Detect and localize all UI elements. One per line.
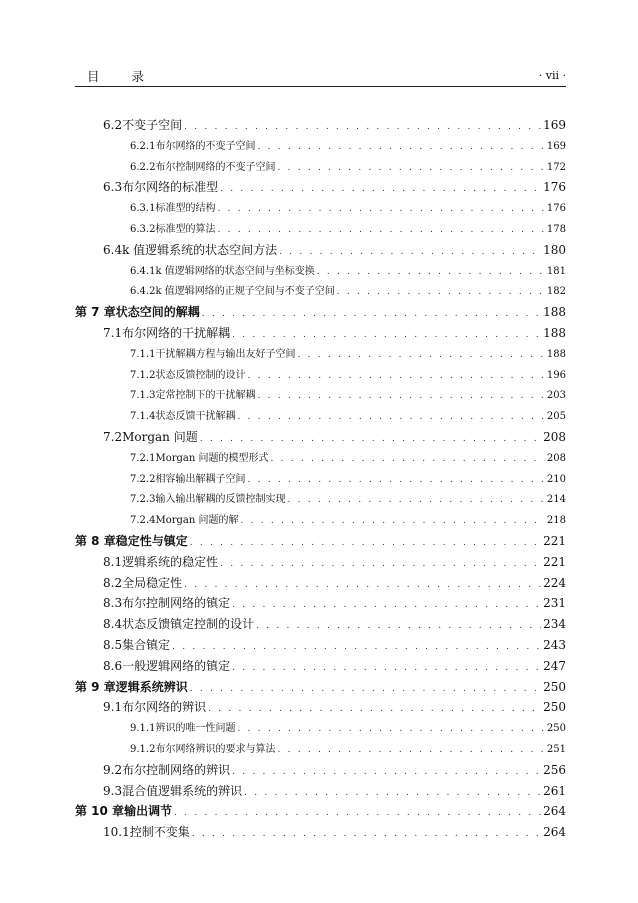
dot-leader — [202, 309, 541, 319]
toc-entry-number: 9.1 — [103, 700, 123, 715]
toc-entry-label: 集合镇定 — [122, 638, 171, 652]
dot-leader — [244, 788, 541, 798]
toc-entry-label: 输入输出解耦的反馈控制实现 — [155, 494, 286, 506]
toc-entry-page: 218 — [546, 515, 566, 527]
dot-leader — [232, 767, 541, 777]
dot-leader — [257, 142, 544, 152]
toc-entry-page: 188 — [543, 326, 566, 340]
toc-entry-chapter[interactable] — [75, 678, 566, 695]
toc-entry-number: 8.5 — [103, 638, 123, 652]
header-page-number: · vii · — [538, 69, 566, 82]
toc-entry-page: 188 — [546, 348, 566, 360]
toc-entry-label: 全局稳定性 — [122, 575, 183, 590]
dot-leader — [247, 475, 544, 485]
dot-leader — [237, 724, 544, 734]
toc-entry-page: 214 — [546, 494, 566, 506]
toc-entry-page: 181 — [546, 265, 566, 277]
toc-entry-page: 176 — [543, 180, 566, 195]
toc-entry-page: 180 — [543, 242, 566, 257]
dot-leader — [257, 391, 544, 401]
toc-entry-label: 标准型的结构 — [155, 203, 216, 215]
toc-entry-label: 干扰解耦方程与输出友好子空间 — [155, 348, 296, 360]
dot-leader — [217, 225, 544, 235]
dot-leader — [208, 704, 541, 714]
toc-entry-sub[interactable] — [130, 158, 566, 173]
toc-entry-number: 8.4 — [103, 617, 123, 632]
toc-entry-page: 169 — [543, 118, 566, 132]
toc-entry-number: 7.1.1 — [130, 348, 156, 360]
dot-leader — [232, 600, 541, 610]
toc-entry-label: 布尔网络辨识的要求与算法 — [155, 744, 276, 755]
toc-entry-page: 172 — [546, 161, 566, 173]
toc-entry-page: 247 — [543, 658, 566, 673]
toc-entry-number: 9.1.2 — [130, 744, 156, 755]
toc-entry-number: 7.1 — [103, 326, 123, 340]
dot-leader — [232, 330, 541, 340]
toc-entry-page: 250 — [543, 700, 566, 715]
toc-entry-section[interactable] — [103, 823, 566, 840]
toc-entry-section[interactable] — [103, 615, 566, 632]
dot-leader — [337, 287, 545, 297]
toc-entry-section[interactable] — [103, 241, 566, 258]
toc-entry-label: 布尔控制网络的不变子空间 — [155, 161, 276, 173]
dot-leader — [287, 495, 544, 505]
toc-entry-sub[interactable] — [130, 199, 566, 214]
dot-leader — [232, 663, 541, 673]
toc-entry-number: 第 8 章 — [75, 534, 116, 548]
toc-entry-label: 布尔控制网络的镇定 — [122, 596, 231, 611]
toc-entry-page: 256 — [543, 762, 566, 777]
running-header — [75, 64, 566, 87]
toc-entry-section[interactable] — [103, 698, 566, 715]
toc-entry-number: 7.1.4 — [130, 411, 156, 423]
toc-entry-number: 7.2.4 — [130, 515, 156, 527]
toc-entry-sub[interactable] — [130, 449, 566, 464]
toc-entry-number: 6.2.2 — [130, 161, 156, 173]
toc-entry-label: 混合值逻辑系统的辨识 — [122, 783, 243, 798]
toc-entry-label: k 值逻辑网络的状态空间与坐标变换 — [155, 265, 315, 277]
dot-leader — [237, 412, 544, 422]
toc-entry-label: 定常控制下的干扰解耦 — [155, 390, 256, 402]
toc-entry-number: 6.2.1 — [130, 140, 156, 152]
toc-entry-section[interactable] — [103, 116, 566, 133]
toc-entry-page: 208 — [546, 452, 566, 464]
toc-entry-number: 6.4.1 — [130, 265, 156, 277]
toc-entry-page: 205 — [546, 411, 566, 423]
toc-entry-page: 208 — [543, 430, 566, 444]
toc-entry-section[interactable] — [103, 761, 566, 778]
toc-entry-page: 196 — [546, 369, 566, 381]
toc-entry-chapter[interactable] — [75, 532, 566, 549]
toc-entry-label: 状态空间的解耦 — [115, 305, 200, 320]
toc-entry-label: 控制不变集 — [129, 825, 190, 840]
dot-leader — [220, 184, 541, 194]
toc-entry-number: 6.3 — [103, 180, 123, 195]
dot-leader — [190, 684, 541, 694]
dot-leader — [247, 371, 544, 381]
dot-leader — [217, 204, 544, 214]
toc-entry-page: 169 — [546, 140, 566, 152]
toc-entry-sub[interactable] — [130, 490, 566, 505]
toc-entry-page: 250 — [546, 723, 566, 735]
toc-entry-page: 203 — [546, 390, 566, 402]
toc-entry-number: 第 7 章 — [75, 305, 116, 320]
toc-entry-label: 布尔网络的干扰解耦 — [122, 326, 231, 340]
toc-entry-number: 第 10 章 — [75, 804, 125, 819]
toc-entry-page: 176 — [546, 203, 566, 215]
toc-entry-sub[interactable] — [130, 511, 566, 526]
dot-leader — [172, 642, 541, 652]
toc-entry-page: 264 — [543, 825, 566, 840]
toc-entry-number: 9.1.1 — [130, 723, 156, 735]
toc-entry-sub[interactable] — [130, 470, 566, 485]
toc-entry-label: 标准型的算法 — [155, 224, 216, 235]
toc-entry-page: 231 — [543, 596, 566, 611]
toc-entry-label: 布尔控制网络的辨识 — [122, 762, 231, 777]
toc-entry-page: 210 — [546, 473, 566, 485]
toc-entry-number: 6.4.2 — [130, 286, 156, 298]
toc-entry-number: 6.4 — [103, 242, 123, 257]
toc-entry-section[interactable] — [103, 178, 566, 195]
toc-entry-page: 188 — [543, 305, 566, 320]
toc-entry-number: 第 9 章 — [75, 679, 116, 694]
toc-entry-section[interactable] — [103, 636, 566, 653]
toc-entry-section[interactable] — [103, 553, 566, 570]
dot-leader — [184, 580, 541, 590]
toc-entry-section[interactable] — [103, 594, 566, 611]
dot-leader — [270, 454, 544, 464]
toc-entry-number: 7.2.3 — [130, 494, 156, 506]
toc-entry-label: 相容输出解耦子空间 — [155, 473, 246, 485]
toc-entry-label: 状态反馈镇定控制的设计 — [122, 617, 255, 632]
toc-entry-sub[interactable] — [130, 262, 566, 277]
toc-entry-section[interactable] — [103, 324, 566, 341]
toc-entry-label: 状态反馈控制的设计 — [155, 369, 246, 381]
toc-entry-number: 7.1.2 — [130, 369, 156, 381]
toc-entry-label: Morgan 问题的模型形式 — [155, 452, 269, 464]
toc-entry-page: 182 — [546, 286, 566, 298]
toc-entry-number: 8.1 — [103, 554, 123, 569]
toc-entry-section[interactable] — [103, 428, 566, 445]
toc-entry-page: 264 — [543, 804, 566, 819]
dot-leader — [317, 267, 545, 277]
toc-entry-number: 6.3.2 — [130, 224, 156, 235]
dot-leader — [256, 621, 541, 631]
dot-leader — [297, 350, 544, 360]
toc-entry-sub[interactable] — [130, 366, 566, 381]
toc-entry-sub[interactable] — [130, 407, 566, 422]
toc-entry-number: 8.3 — [103, 596, 123, 611]
toc-entry-label: 输出调节 — [124, 804, 173, 819]
toc-entry-sub[interactable] — [130, 220, 566, 235]
dot-leader — [279, 247, 541, 257]
toc-entry-label: 一般逻辑网络的镇定 — [122, 658, 231, 673]
toc-entry-sub[interactable] — [130, 345, 566, 360]
toc-entry-number: 6.2 — [103, 118, 123, 132]
header-title: 目 录 — [87, 69, 158, 84]
dot-leader — [200, 434, 541, 444]
toc-entry-chapter[interactable] — [75, 303, 566, 320]
toc-entry-number: 7.2.1 — [130, 452, 156, 464]
dot-leader — [174, 808, 541, 818]
toc-entry-sub[interactable] — [130, 740, 566, 755]
toc-entry-number: 8.2 — [103, 575, 123, 590]
toc-entry-page: 234 — [543, 617, 566, 632]
toc-entry-label: 稳定性与镇定 — [115, 534, 188, 548]
toc-entry-label: Morgan 问题 — [122, 430, 198, 444]
toc-entry-number: 9.2 — [103, 762, 123, 777]
dot-leader — [192, 829, 541, 839]
toc-entry-label: Morgan 问题的解 — [155, 515, 239, 527]
dot-leader — [240, 516, 544, 526]
toc-entry-page: 178 — [546, 224, 566, 235]
toc-entry-number: 7.1.3 — [130, 390, 156, 402]
toc-entry-label: 逻辑系统的稳定性 — [122, 554, 219, 569]
toc-entry-label: 布尔网络的不变子空间 — [155, 140, 256, 152]
toc-entry-page: 221 — [543, 554, 566, 569]
dot-leader — [277, 745, 544, 755]
toc-entry-label: 辨识的唯一性问题 — [155, 723, 236, 735]
toc-entry-label: k 值逻辑系统的状态空间方法 — [122, 242, 278, 257]
dot-leader — [190, 538, 541, 548]
dot-leader — [220, 559, 541, 569]
toc-entry-chapter[interactable] — [75, 802, 566, 819]
toc-entry-sub[interactable] — [130, 137, 566, 152]
toc-entry-label: 布尔网络的辨识 — [122, 700, 207, 715]
toc-entry-label: 布尔网络的标准型 — [122, 180, 219, 195]
toc-entry-label: 状态反馈干扰解耦 — [155, 411, 236, 423]
toc-entry-number: 10.1 — [103, 825, 130, 840]
toc-entry-number: 7.2 — [103, 430, 123, 444]
toc-entry-number: 8.6 — [103, 658, 123, 673]
toc-entry-page: 221 — [543, 534, 566, 548]
toc-entry-section[interactable] — [103, 782, 566, 799]
toc-entry-section[interactable] — [103, 574, 566, 591]
toc-entry-sub[interactable] — [130, 719, 566, 734]
toc-entry-label: 逻辑系统辨识 — [115, 679, 188, 694]
toc-entry-page: 251 — [546, 744, 566, 755]
dot-leader — [277, 163, 544, 173]
toc-entry-sub[interactable] — [130, 282, 566, 297]
toc-entry-number: 9.3 — [103, 783, 123, 798]
toc-entry-label: k 值逻辑网络的正规子空间与不变子空间 — [155, 286, 335, 298]
toc-entry-number: 7.2.2 — [130, 473, 156, 485]
toc-entry-page: 261 — [543, 783, 566, 798]
toc-entry-number: 6.3.1 — [130, 203, 156, 215]
toc-entry-page: 243 — [543, 638, 566, 652]
toc-entry-page: 250 — [543, 679, 566, 694]
toc-entry-section[interactable] — [103, 657, 566, 674]
toc-entry-sub[interactable] — [130, 386, 566, 401]
dot-leader — [184, 122, 541, 132]
toc-entry-page: 224 — [543, 575, 566, 590]
toc-entry-label: 不变子空间 — [122, 118, 183, 132]
